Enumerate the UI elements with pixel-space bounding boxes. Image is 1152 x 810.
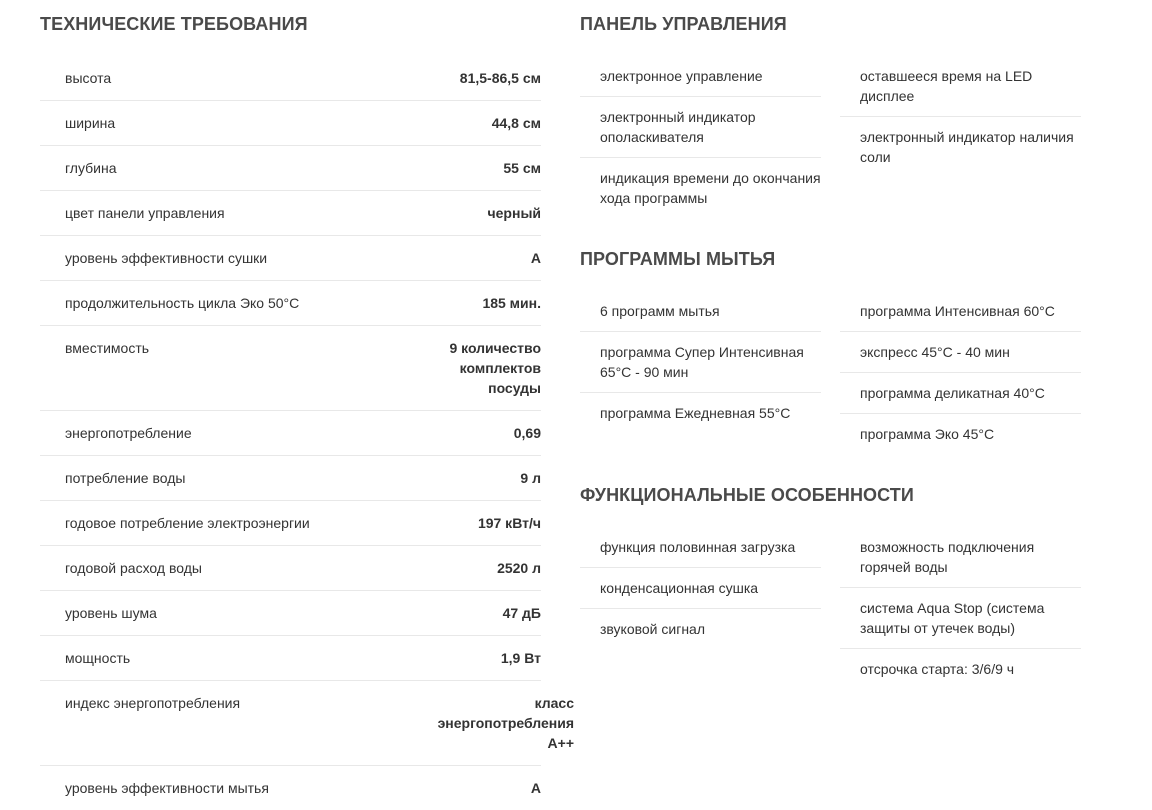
spec-value: 44,8 см — [491, 115, 541, 131]
spec-row — [40, 101, 541, 146]
spec-value: 9 количество комплектов посуды — [449, 340, 541, 396]
spec-row — [40, 636, 541, 681]
feature-item: возможность подключения горячей воды — [840, 527, 1081, 588]
spec-label: мощность — [65, 650, 131, 666]
spec-row — [40, 236, 541, 281]
spec-row — [40, 191, 541, 236]
spec-row — [40, 146, 541, 191]
feature-item: программа Эко 45°C — [860, 426, 995, 442]
spec-row — [40, 456, 541, 501]
feature-column — [840, 291, 1081, 454]
spec-label: вместимость — [65, 340, 150, 356]
feature-item: система Aqua Stop (система защиты от утечек воды) — [840, 588, 1081, 649]
spec-row — [40, 591, 541, 636]
spec-value: 55 см — [503, 160, 541, 176]
features-list — [580, 527, 1081, 689]
feature-item: электронный индикатор наличия соли — [860, 129, 1074, 165]
spec-row — [40, 681, 574, 766]
spec-label: годовое потребление электроэнергии — [65, 515, 310, 531]
spec-value: 0,69 — [513, 425, 541, 441]
spec-value: A — [530, 250, 541, 266]
spec-table — [40, 56, 574, 810]
spec-value: 47 дБ — [502, 605, 541, 621]
features-title: ФУНКЦИОНАЛЬНЫЕ ОСОБЕННОСТИ — [580, 485, 914, 505]
spec-value: A — [530, 780, 541, 796]
spec-row — [40, 326, 541, 411]
spec-row — [40, 411, 541, 456]
spec-value: 81,5-86,5 см — [459, 70, 541, 86]
feature-item: звуковой сигнал — [600, 621, 706, 637]
programs-list — [580, 291, 1081, 454]
spec-label: потребление воды — [65, 470, 186, 486]
feature-item: 6 программ мытья — [580, 291, 821, 332]
tech-section-title: ТЕХНИЧЕСКИЕ ТРЕБОВАНИЯ — [40, 14, 308, 34]
spec-label: индекс энергопотребления — [65, 695, 241, 711]
spec-label: глубина — [65, 160, 117, 176]
feature-item: программа Интенсивная 60°C — [840, 291, 1081, 332]
spec-row — [40, 546, 541, 591]
feature-item: индикация времени до окончания хода программы — [600, 170, 821, 206]
feature-item: программа Супер Интенсивная 65°C - 90 мин — [580, 332, 821, 393]
control-panel-list — [580, 56, 1081, 218]
spec-label: уровень эффективности сушки — [65, 250, 268, 266]
feature-item: экспресс 45°C - 40 мин — [840, 332, 1081, 373]
feature-item: электронный индикатор ополаскивателя — [580, 97, 821, 158]
feature-column — [840, 527, 1081, 689]
spec-value: класс энергопотребления A++ — [437, 695, 574, 751]
spec-label: высота — [65, 70, 112, 86]
spec-value: черный — [487, 205, 541, 221]
feature-item: функция половинная загрузка — [580, 527, 821, 568]
spec-label: уровень эффективности мытья — [65, 780, 269, 796]
feature-column — [580, 527, 821, 689]
spec-label: годовой расход воды — [65, 560, 202, 576]
spec-value: 185 мин. — [482, 295, 541, 311]
feature-column — [580, 291, 821, 454]
spec-row — [40, 56, 541, 101]
feature-item: программа деликатная 40°C — [840, 373, 1081, 414]
spec-label: энергопотребление — [65, 425, 192, 441]
spec-label: продолжительность цикла Эко 50°C — [65, 295, 300, 311]
spec-label: ширина — [65, 115, 116, 131]
feature-item: программа Ежедневная 55°C — [600, 405, 791, 421]
feature-item: конденсационная сушка — [580, 568, 821, 609]
feature-item: электронное управление — [580, 56, 821, 97]
feature-item: оставшееся время на LED дисплее — [840, 56, 1081, 117]
feature-column — [840, 56, 1081, 218]
spec-row — [40, 766, 541, 810]
spec-row — [40, 281, 541, 326]
programs-title: ПРОГРАММЫ МЫТЬЯ — [580, 249, 776, 269]
spec-label: цвет панели управления — [65, 205, 225, 221]
spec-value: 9 л — [520, 470, 541, 486]
spec-value: 197 кВт/ч — [477, 515, 541, 531]
spec-label: уровень шума — [65, 605, 157, 621]
feature-column — [580, 56, 821, 218]
spec-row — [40, 501, 541, 546]
feature-item: отсрочка старта: 3/6/9 ч — [860, 661, 1015, 677]
control-panel-title: ПАНЕЛЬ УПРАВЛЕНИЯ — [580, 14, 787, 34]
spec-value: 1,9 Вт — [500, 650, 541, 666]
spec-value: 2520 л — [497, 560, 541, 576]
